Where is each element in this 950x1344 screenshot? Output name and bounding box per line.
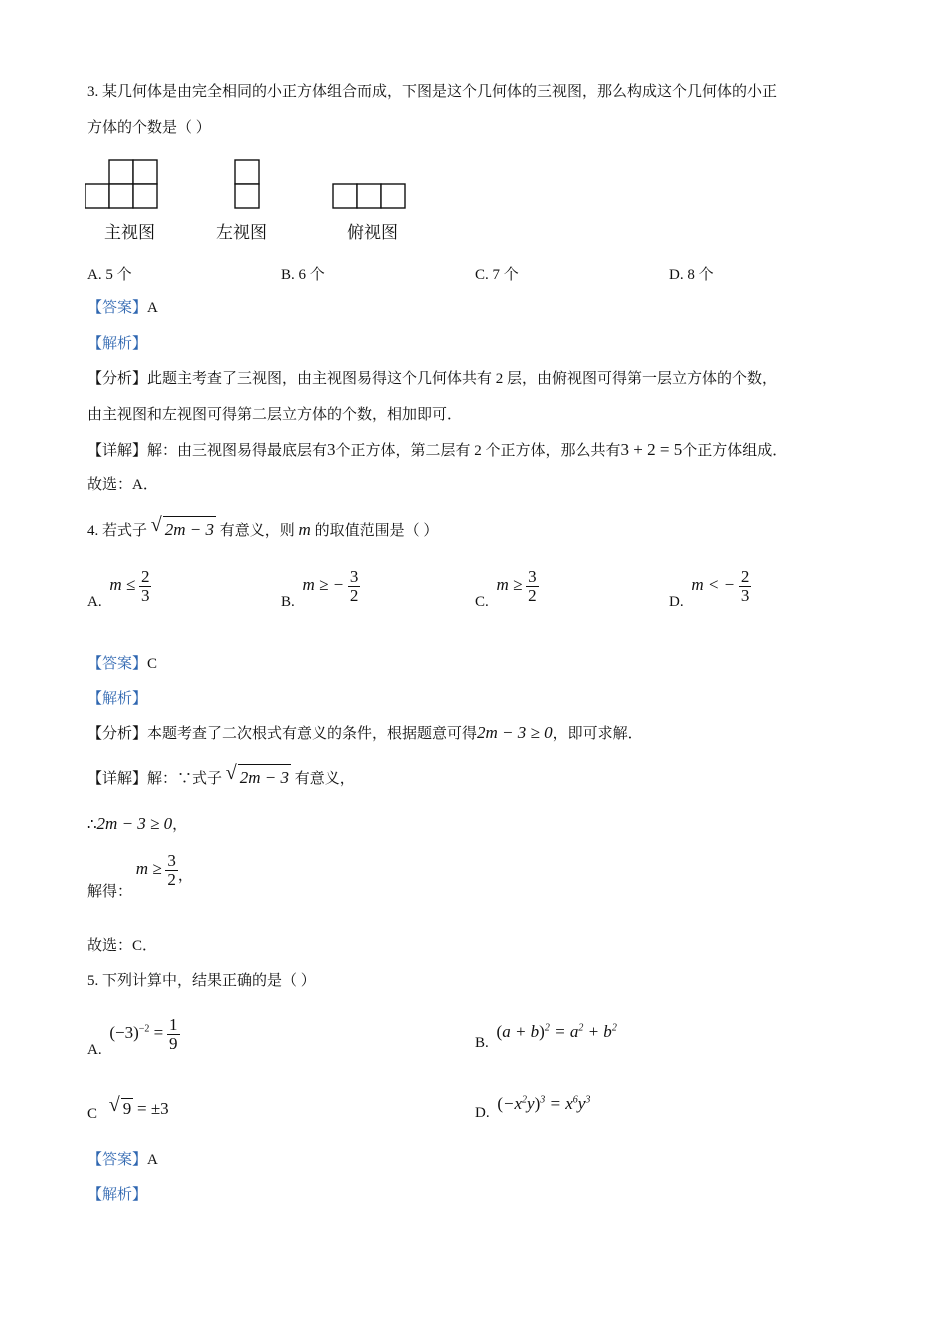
- q5-answer-row: [87, 1150, 158, 1170]
- q5-option-a: A. $(-3)^{-2}$ = $\frac{1}{9}$: [87, 1015, 178, 1058]
- q4-option-c-lhs: m ≥: [496, 574, 523, 594]
- q4-option-a-frac: [139, 568, 152, 605]
- comma: ，: [177, 867, 193, 884]
- q4-option-a-lhs: m ≤: [109, 574, 136, 594]
- frac-num: 2: [140, 567, 150, 586]
- detail-number: 3: [327, 440, 336, 459]
- top-view-label: 俯视图: [347, 223, 398, 242]
- analysis-tag: 【解析】: [87, 336, 148, 352]
- q4-var: m: [298, 520, 311, 539]
- answer-value: A: [147, 1152, 158, 1168]
- q3-option-b: B. 6 个: [281, 267, 325, 283]
- three-view-figure: [85, 158, 415, 210]
- solve-label: 解得：: [87, 883, 133, 900]
- detail-text-a: 解：∵式子: [147, 771, 223, 787]
- frac-num: 3: [528, 567, 537, 586]
- frac-den: 3: [740, 585, 750, 605]
- q4-option-d-lhs: m < −: [691, 574, 736, 594]
- analysis-tag: 【解析】: [87, 691, 148, 707]
- q5-option-c-radicand: 9: [122, 1099, 132, 1118]
- frac-num: 2: [740, 567, 750, 586]
- detail-radical: √ 2m − 3: [226, 764, 291, 791]
- front-view: [85, 160, 157, 208]
- frac-den: 2: [167, 869, 176, 889]
- q5-option-a-label: A.: [87, 1041, 102, 1058]
- detail-text-b: 有意义，: [294, 771, 355, 787]
- detail-equation: 3 + 2 = 5: [620, 440, 683, 459]
- fenxi-inequality: 2m − 3 ≥ 0: [477, 723, 553, 742]
- q4-choose: 故选：C．: [87, 938, 158, 954]
- fenxi-text-b: ，即可求解．: [552, 726, 643, 742]
- q4-option-d: [669, 567, 751, 610]
- q4-answer-row: [87, 654, 157, 674]
- frac-den: 3: [140, 585, 150, 605]
- fenxi-tag: 【分析】: [87, 371, 148, 387]
- frac-den: 2: [528, 585, 537, 605]
- q3-option-d: D. 8 个: [669, 267, 714, 283]
- left-view: [235, 160, 259, 208]
- top-view: [333, 184, 405, 208]
- frac-num: 3: [349, 567, 359, 586]
- detail-text-a: 解：由三视图易得最底层有: [147, 443, 328, 459]
- q4-option-c-label: C.: [475, 593, 489, 610]
- q5-stem: 5. 下列计算中，结果正确的是（ ）: [87, 973, 316, 989]
- q3-detail-line: [87, 440, 787, 461]
- q3-fenxi-line1: [87, 369, 777, 389]
- q4-stem-c: 的取值范围是（ ）: [314, 523, 439, 539]
- answer-tag: 【答案】: [87, 656, 148, 672]
- frac-num: 3: [167, 851, 176, 870]
- solution-lhs: m ≥: [135, 858, 162, 878]
- detail-text-b: 个正方体，第二层有 2 个正方体，那么共有: [335, 443, 621, 459]
- q4-option-a-label: A.: [87, 593, 102, 610]
- detail-radicand: 2m − 3: [238, 764, 291, 791]
- q4-stem-b: 有意义，则: [219, 523, 295, 539]
- left-view-label: 左视图: [216, 223, 267, 242]
- q5-option-c-label: C: [87, 1106, 98, 1122]
- analysis-tag: 【解析】: [87, 1187, 148, 1203]
- q3-fenxi-line2: 由主视图和左视图可得第二层立方体的个数，相加即可．: [87, 407, 463, 423]
- q5-option-b: B. $(a + b)^2 = a^2 + b^2$: [475, 1022, 617, 1051]
- q4-option-d-frac: [739, 568, 752, 605]
- q5-option-d-label: D.: [475, 1105, 490, 1121]
- frac-den: 2: [349, 585, 359, 605]
- q4-option-b-lhs: m ≥ −: [302, 574, 345, 594]
- detail-tag: 【详解】: [87, 771, 148, 787]
- q4-option-b: [281, 567, 360, 610]
- q4-option-a: [87, 567, 151, 610]
- q4-option-b-frac: [348, 568, 361, 605]
- q5-option-c-rhs: = ±3: [137, 1099, 169, 1118]
- q3-option-c: C. 7 个: [475, 267, 519, 283]
- q3-option-a: A. 5 个: [87, 267, 132, 283]
- q4-solution-line: [87, 851, 193, 900]
- q4-option-c: [475, 567, 539, 610]
- q4-option-d-label: D.: [669, 593, 684, 610]
- therefore-symbol: ∴: [87, 817, 97, 833]
- answer-value: C: [147, 656, 158, 672]
- q4-stem-a: 4. 若式子: [87, 523, 148, 539]
- q4-radical: √ 2m − 3: [151, 516, 216, 543]
- q4-therefore-line: [87, 814, 187, 835]
- q5-option-c-radical: √ 9: [108, 1094, 132, 1118]
- comma: ，: [172, 817, 188, 833]
- front-view-label: 主视图: [104, 223, 155, 242]
- q3-choose: 故选：A．: [87, 477, 158, 493]
- detail-tag: 【详解】: [87, 443, 148, 459]
- q5-option-b-label: B.: [475, 1035, 489, 1051]
- q4-fenxi: [87, 723, 643, 744]
- q4-radicand: 2m − 3: [163, 516, 216, 543]
- fenxi-text-a: 本题考查了二次根式有意义的条件，根据题意可得: [147, 726, 478, 742]
- q4-option-c-frac: [526, 568, 539, 605]
- therefore-inequality: 2m − 3 ≥ 0: [96, 814, 173, 833]
- q4-option-b-label: B.: [281, 593, 295, 610]
- solution-frac: [165, 852, 178, 889]
- answer-value: A: [147, 300, 158, 316]
- fenxi-tag: 【分析】: [87, 726, 148, 742]
- q4-stem: [87, 516, 438, 544]
- q5-option-d: D. $(-x^2y)^3 = x^6y^3$: [475, 1094, 591, 1121]
- q5-option-c: [87, 1094, 169, 1122]
- q3-stem-line1: 3. 某几何体是由完全相同的小正方体组合而成，下图是这个几何体的三视图，那么构成这个几何体的小正: [87, 84, 778, 100]
- q3-stem-line2: 方体的个数是（ ）: [87, 120, 211, 136]
- answer-tag: 【答案】: [87, 300, 148, 316]
- detail-text-c: 个正方体组成．: [682, 443, 788, 459]
- fenxi-text: 此题主考查了三视图，由主视图易得这个几何体共有 2 层，由俯视图可得第一层立方体的个数，: [147, 371, 778, 387]
- q4-detail: [87, 764, 355, 792]
- q3-answer-row: [87, 298, 158, 318]
- answer-tag: 【答案】: [87, 1152, 148, 1168]
